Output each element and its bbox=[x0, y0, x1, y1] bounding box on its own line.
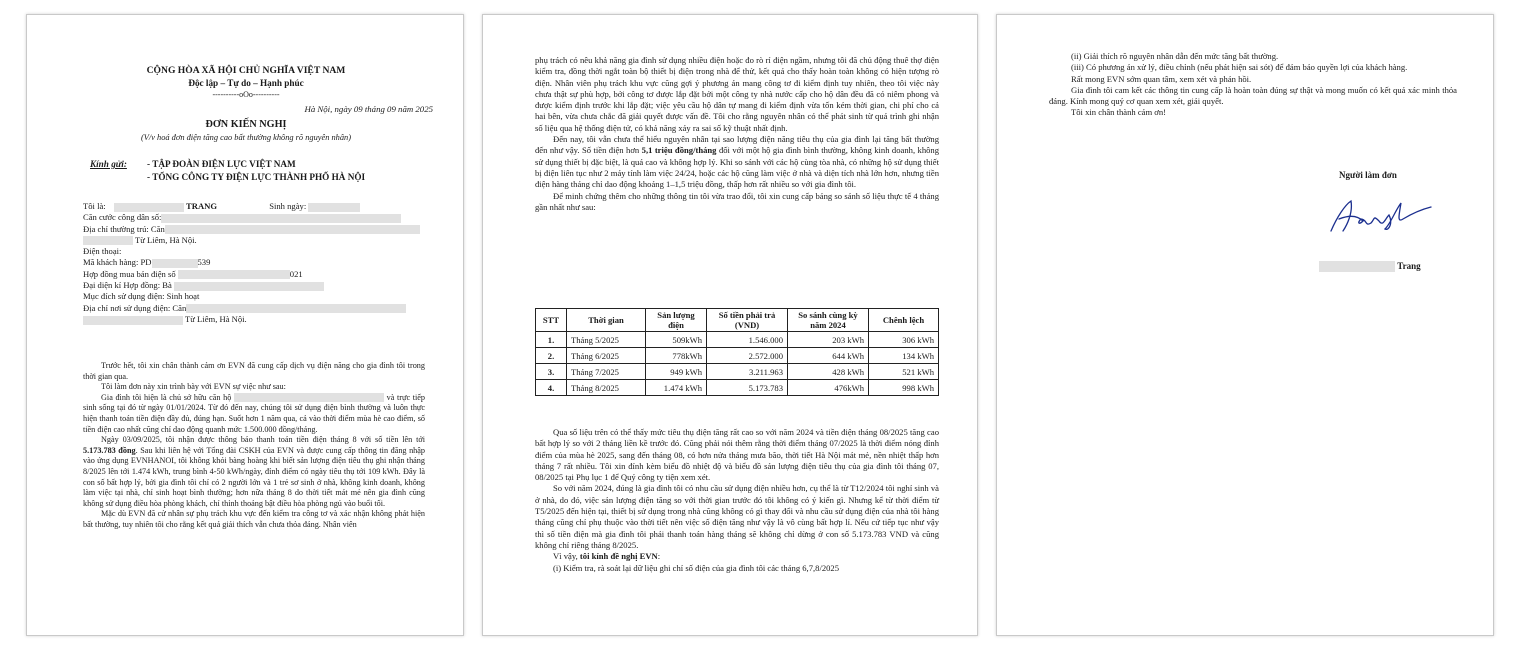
redacted-block bbox=[186, 304, 406, 313]
paragraph-hope: Rất mong EVN sớm quan tâm, xem xét và phản hồi. bbox=[1071, 73, 1252, 84]
comparison-table bbox=[535, 308, 939, 396]
table-header-cell: Sản lượng điện bbox=[646, 309, 707, 332]
redacted-block bbox=[1319, 261, 1395, 272]
request-item-1: (i) Kiểm tra, rà soát lại dữ liệu ghi chỉ số điện của gia đình tôi các tháng 6,7,8/2025 bbox=[553, 562, 840, 573]
redacted-block bbox=[165, 225, 420, 234]
paragraph-staff: Mặc dù EVN đã cử nhân sự phụ trách khu vực đến kiểm tra công tơ và xác nhận không phát hiện bất thường, tuy nhiên tôi cho rằng kết quả giải thích vẫn chưa thỏa đáng. Nhân viên bbox=[83, 509, 425, 529]
paragraph-notice: Ngày 03/09/2025, tôi nhận được thông báo thanh toán tiền điện tháng 8 với số tiền lên tới 5.173.783 đồng. Sau khi liên hệ với Tổng đài CSKH của EVN và được cung cấp thông tin đăng nhập vào ứng dụng EVNHANOI, tôi không khỏi bàng hoàng khi biết sản lượng điện tiêu thụ ghi nhận tháng 8/2025 lên tới 1.474 kWh, trung bình 4-50 kWh/ngày, đỉnh điểm có ngày tiêu thụ tới 109 kWh. Đây là con số bất hợp lý, bởi gia đình tôi chỉ có 2 người lớn và 1 trẻ sơ sinh ở nhà, không kinh doanh, không làm việc tại nhà, chỉ sinh hoạt bình thường; hơn nữa tháng 8 do thời tiết mát mẻ nên gia đình cũng không sử dụng điều hòa phòng khách, chỉ thỉnh thoảng bật điều hòa phòng ngủ vào buổi tối. bbox=[83, 435, 425, 508]
applicant-info bbox=[83, 201, 425, 325]
document-page-2 bbox=[482, 14, 978, 636]
body-page-2-bottom bbox=[535, 427, 939, 574]
paragraph-intro: Tôi làm đơn này xin trình bày với EVN sự việc như sau: bbox=[101, 382, 286, 392]
document-page-3 bbox=[996, 14, 1494, 636]
paragraph-thanks: Trước hết, tôi xin chân thành cảm ơn EVN đã cung cấp dịch vụ điện năng cho gia đình tôi trong thời gian qua. bbox=[83, 361, 425, 381]
signature bbox=[1323, 193, 1433, 239]
table-row: 2. Tháng 6/2025 778kWh 2.572.000 644 kWh 134 kWh bbox=[536, 348, 939, 364]
paragraph-owner: Gia đình tôi hiện là chủ sở hữu căn hộ và trực tiếp sinh sống tại đó từ ngày 01/01/2024. Từ đó đến nay, chúng tôi sử dụng điện bình thường và luôn thực hiện thanh toán tiền điện đầy đủ, đúng hạn. Suốt hơn 1 năm qua, cả vào thời điểm mùa hè cao điểm, số tiền điện cao nhất cũng chỉ dao động quanh mức 1.500.000 đồng/tháng. bbox=[83, 392, 426, 434]
table-header-row bbox=[536, 309, 939, 332]
paragraph-closing-thanks: Tôi xin chân thành cảm ơn! bbox=[1071, 107, 1166, 118]
body-page-1 bbox=[83, 361, 425, 531]
purpose-row: Mục đích sử dụng điện: Sinh hoạt bbox=[83, 291, 200, 302]
to-label: Kính gửi: bbox=[90, 159, 127, 169]
document-title: ĐƠN KIẾN NGHỊ bbox=[205, 119, 287, 130]
ornament-divider: ----------oOo---------- bbox=[212, 90, 280, 99]
usage-address-row: Địa chỉ nơi sử dụng điện: Căn bbox=[83, 303, 425, 314]
paragraph-table-intro: Để minh chứng thêm cho những thông tin tôi vừa trao đổi, tôi xin cung cấp bảng so sánh số liệu thực tế 4 tháng gần nhất như sau: bbox=[535, 190, 939, 212]
redacted-block bbox=[83, 236, 133, 245]
redacted-block bbox=[174, 282, 324, 291]
contract-row: Hợp đồng mua bán điện số 021 bbox=[83, 268, 303, 279]
body-page-2-top bbox=[535, 55, 939, 213]
paragraph-analysis: Qua số liệu trên có thể thấy mức tiêu thụ điện tăng rất cao so với năm 2024 và tiền điện tháng 08/2025 tăng cao bất hợp lý so với 2 tháng liền kề trước đó. Cũng phải nói thêm rằng thời điểm tháng 07/2025 là thời điểm nóng đỉnh điểm của mùa hè 2025, sang đến tháng 08, có hơn nửa tháng mưa bão, thời tiết Hà Nội mát mẻ, nền nhiệt thấp hơn tháng 7 rất nhiều. Tôi xin đính kèm biểu đồ nhiệt độ và biểu đồ sản lượng điện tiêu thụ của gia đình tôi tháng 07, 08/2025 tại Phụ lục 1 để Quý công ty tiện xem xét. bbox=[535, 427, 939, 483]
paragraph-continuation: phụ trách có nêu khả năng gia đình sử dụng nhiều điện hoặc đo rò rỉ điện ngầm, nhưng tôi đã chủ động thuê thợ điện kiểm tra, đồng thời ngắt toàn bộ thiết bị điện trong nhà để thử, kết quả cho thấy hoàn toàn không có hiện tượng rò điện. Nhân viên phụ trách khu vực cũng gợi ý phương án mang công tơ đi kiểm định tuy nhiên, theo tôi việc này chưa thật sự phù hợp, bởi công tơ được lắp đặt bởi một công ty nhà nước cấp cho hộ dân đều đã có niêm phong và được kiểm định trước khi lắp đặt; việc yêu cầu hộ dân tự mang đi kiểm định vừa tốn kém thời gian, chi phí cho cả hai bên, vừa chưa chắc đã giải quyết được vấn đề. Tôi cho rằng nguyên nhân có thể phát sinh từ quá trình ghi nhận số liệu qua hệ thống điện tử, có khả năng xảy ra sai số kỹ thuật nhất định. bbox=[535, 55, 939, 133]
paragraph-commitment: Gia đình tôi cam kết các thông tin cung cấp là hoàn toàn đúng sự thật và mong muốn có kết quả xác minh thỏa đáng. Kính mong quý cơ quan xem xét, giải quyết. bbox=[1049, 84, 1457, 107]
signer-name-row bbox=[1319, 261, 1421, 272]
nation-header: CỘNG HÒA XÃ HỘI CHỦ NGHĨA VIỆT NAM bbox=[146, 65, 346, 76]
request-item-3: (iii) Có phương án xử lý, điều chỉnh (nếu phát hiện sai sót) để đảm bảo quyền lợi của khách hàng. bbox=[1071, 62, 1408, 73]
redacted-block bbox=[234, 393, 384, 402]
table-row: 1. Tháng 5/2025 509kWh 1.546.000 203 kWh 306 kWh bbox=[536, 332, 939, 348]
redacted-block bbox=[178, 270, 290, 279]
table-header-cell: Số tiền phải trả (VND) bbox=[707, 309, 788, 332]
redacted-block bbox=[161, 214, 401, 223]
signer-name: Trang bbox=[1397, 261, 1421, 271]
table-header-cell: STT bbox=[536, 309, 567, 332]
signer-title: Người làm đơn bbox=[1339, 170, 1397, 180]
table-header-cell: Thời gian bbox=[567, 309, 646, 332]
paragraph-request: Vì vậy, tôi kính đề nghị EVN: bbox=[553, 551, 661, 562]
customer-code-row: Mã khách hàng: PD 539 bbox=[83, 257, 211, 268]
recipient-evn: - TẬP ĐOÀN ĐIỆN LỰC VIỆT NAM bbox=[147, 159, 296, 169]
name-row: Tôi là: TRANG Sinh ngày: bbox=[83, 201, 425, 212]
table-row: 3. Tháng 7/2025 949 kWh 3.211.963 428 kWh 521 kWh bbox=[536, 364, 939, 380]
document-subtitle: (V/v hoá đơn điện tăng cao bất thường không rõ nguyên nhân) bbox=[140, 133, 352, 142]
body-page-3 bbox=[1049, 51, 1457, 119]
table-header-cell: So sánh cùng kỳ năm 2024 bbox=[788, 309, 869, 332]
applicant-name: TRANG bbox=[186, 201, 218, 211]
bill-amount: 5.173.783 đồng bbox=[83, 445, 136, 455]
request-item-2: (ii) Giải thích rõ nguyên nhân dẫn đến mức tăng bất thường. bbox=[1071, 51, 1279, 61]
address-row-2: Từ Liêm, Hà Nội. bbox=[83, 235, 425, 246]
redacted-block bbox=[152, 259, 198, 268]
usage-address-row-2: Từ Liêm, Hà Nội. bbox=[83, 314, 425, 325]
address-row: Địa chỉ thường trú: Căn bbox=[83, 224, 425, 235]
representative-row: Đại diện kí Hợp đồng: Bà bbox=[83, 280, 425, 291]
table-header-cell: Chênh lệch bbox=[869, 309, 939, 332]
document-page-1 bbox=[26, 14, 464, 636]
phone-row: Điện thoại: bbox=[83, 246, 122, 257]
recipient-evnhanoi: - TỔNG CÔNG TY ĐIỆN LỰC THÀNH PHỐ HÀ NỘI bbox=[147, 172, 366, 182]
date-line: Hà Nội, ngày 09 tháng 09 năm 2025 bbox=[304, 104, 433, 114]
redacted-block bbox=[83, 316, 183, 325]
paragraph-current: Đến nay, tôi vẫn chưa thể hiểu nguyên nhân tại sao lượng điện năng tiêu thụ của gia đình lại tăng bất thường đến như vậy. Số tiền điện hơn 5,1 triệu đồng/tháng đối với một hộ gia đình bình thường, không kinh doanh, không sử dụng thiết bị đặc biệt, là quá cao và không hợp lý. Khi so sánh với các hộ cùng tòa nhà, có những hộ sử dụng thiết bị điện liên tục như 2 máy tính làm việc 24/24, hoặc các hộ cũng làm việc ở nhà và diện tích nhà lớn hơn, nhưng tiền điện hàng tháng chỉ dao động khoảng 1–1,5 triệu đồng, thấp hơn rất nhiều so với gia đình tôi. bbox=[535, 134, 940, 190]
paragraph-compare: So với năm 2024, đúng là gia đình tôi có nhu cầu sử dụng điện nhiều hơn, cụ thể là từ T12/2024 tôi nghỉ sinh và ở nhà, do đó, việc sản lượng điện tăng so với thời gian trước đó tôi không có ý kiến gì. Nhưng kể từ thời điểm từ T5/2025 đến hiện tại, thiết bị sử dụng trong nhà cũng không có gì thay đổi và nhu cầu sử dụng điện của nhà tôi hàng tháng cũng chỉ phụ thuộc vào thời tiết nên việc số điện tăng như vậy là vô cùng bất hợp lí. Nếu cứ tiếp tục như vậy thì số tiền điện mà gia đình tôi phải thanh toán hàng tháng sẽ không chỉ dừng ở con số 5.173.783 VND và cũng không chỉ riêng tháng 8/2025. bbox=[535, 483, 939, 550]
redacted-block bbox=[308, 203, 360, 212]
table-row: 4. Tháng 8/2025 1.474 kWh 5.173.783 476kWh 998 kWh bbox=[536, 380, 939, 396]
motto: Độc lập – Tự do – Hạnh phúc bbox=[188, 78, 304, 88]
redacted-block bbox=[114, 203, 184, 212]
id-row: Căn cước công dân số: bbox=[83, 212, 425, 223]
